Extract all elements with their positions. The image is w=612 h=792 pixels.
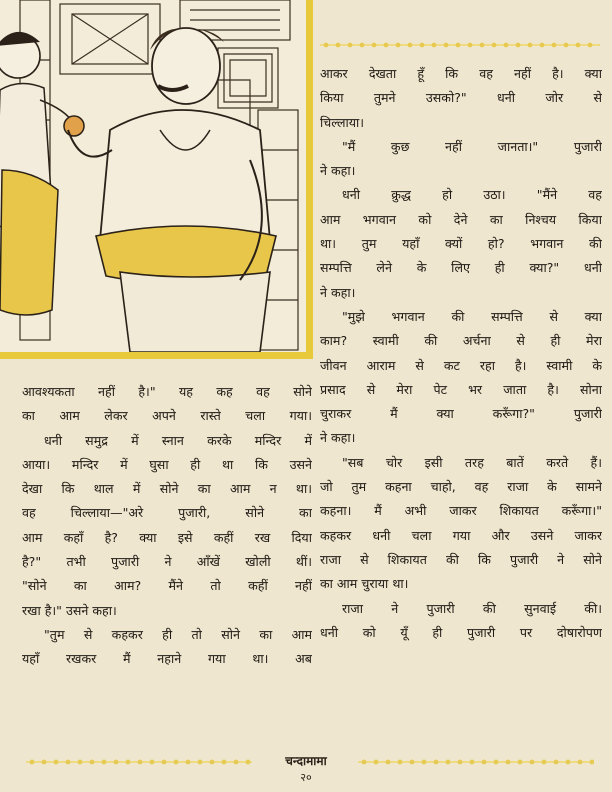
left-text-column xyxy=(22,380,312,672)
page-number: २० xyxy=(300,771,312,784)
text-line: वह चिल्लाया—"अरे पुजारी, सोने का xyxy=(22,505,312,521)
text-line: रखा है।" उसने कहा। xyxy=(22,602,117,618)
text-line: किया तुमने उसको?" धनी जोर से xyxy=(320,90,602,106)
text-line: जीवन आराम से कट रहा है। स्वामी के xyxy=(320,357,602,373)
text-line: आम भगवान को देने का निश्चय किया xyxy=(320,211,602,227)
text-line: आकर देखता हूँ कि वह नहीं है। क्या xyxy=(320,66,602,81)
magazine-title: चन्दामामा xyxy=(285,754,327,768)
text-line: का आम लेकर अपने रास्ते चला गया। xyxy=(22,408,312,424)
text-line: "सोने का आम? मैंने तो कहीं नहीं xyxy=(22,578,312,594)
text-line: काम? स्वामी की अर्चना से ही मेरा xyxy=(320,333,602,349)
text-line: राजा ने पुजारी की सुनवाई की। xyxy=(342,600,602,616)
text-line: है?" तभी पुजारी ने आँखें खोली थीं। xyxy=(22,554,312,570)
text-line: ने कहा। xyxy=(320,284,356,300)
text-line: धनी समुद्र में स्नान करके मन्दिर में xyxy=(44,432,312,448)
text-line: "तुम से कहकर ही तो सोने का आम xyxy=(44,626,312,642)
text-line: धनी क्रुद्ध हो उठा। "मैंने वह xyxy=(342,187,602,203)
right-text-column xyxy=(320,62,602,645)
text-line: यहाँ रखकर मैं नहाने गया था। अब xyxy=(22,651,312,667)
text-line: कहकर धनी चला गया और उसने जाकर xyxy=(320,527,602,543)
text-line: राजा से शिकायत की कि पुजारी ने सोने xyxy=(320,551,602,567)
text-line: कहना। मैं अभी जाकर शिकायत करूँगा।" xyxy=(320,503,602,519)
text-line: धनी को यूँ ही पुजारी पर दोषारोपण xyxy=(320,624,602,640)
story-illustration xyxy=(0,0,313,359)
text-line: जो तुम कहना चाहो, वह राजा के सामने xyxy=(320,479,602,495)
text-line: ने कहा। xyxy=(320,163,356,179)
text-line: आवश्यकता नहीं है।" यह कह वह सोने xyxy=(22,384,312,399)
text-line: का आम चुराया था। xyxy=(320,576,409,592)
text-line: चुराकर मैं क्या करूँगा?" पुजारी xyxy=(320,406,602,422)
text-line: आया। मन्दिर में घुसा ही था कि उसने xyxy=(22,456,312,472)
text-line: चिल्लाया। xyxy=(320,114,365,130)
text-line: "मुझे भगवान की सम्पत्ति से क्या xyxy=(342,308,602,324)
decorative-band-top xyxy=(320,40,600,50)
text-line: "सब चोर इसी तरह बातें करते हैं। xyxy=(342,454,602,470)
text-line: "मैं कुछ नहीं जानता।" पुजारी xyxy=(342,138,602,154)
text-line: था। तुम यहाँ क्यों हो? भगवान की xyxy=(320,236,602,252)
text-line: आम कहाँ है? क्या इसे कहीं रख दिया xyxy=(22,529,312,545)
text-line: सम्पत्ति लेने के लिए ही क्या?" धनी xyxy=(320,260,602,276)
text-line: प्रसाद से मेरा पेट भर जाता है। सोना xyxy=(320,381,602,397)
text-line: देखा कि थाल में सोने का आम न था। xyxy=(22,481,312,497)
text-line: ने कहा। xyxy=(320,430,356,446)
